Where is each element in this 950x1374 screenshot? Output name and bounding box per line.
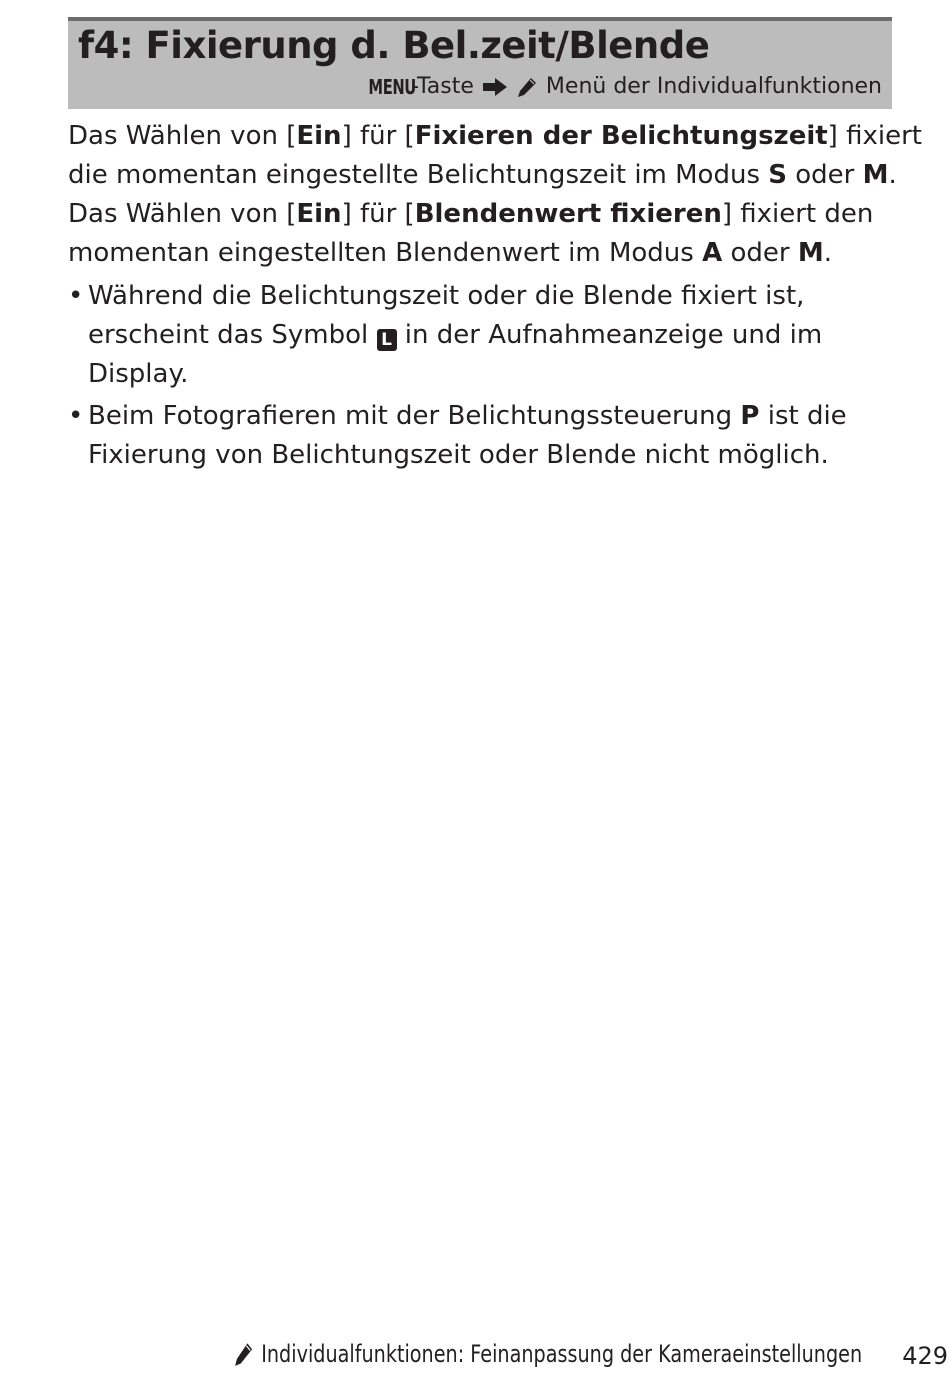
footer-section-title bbox=[232, 1340, 862, 1368]
section-header bbox=[68, 17, 892, 109]
menu-path-breadcrumb bbox=[358, 74, 882, 99]
pencil-icon bbox=[516, 76, 538, 98]
page-title: f4: Fixierung d. Bel.zeit/Blende bbox=[78, 24, 710, 67]
option-value: Ein bbox=[296, 199, 342, 229]
mode-letter: A bbox=[702, 238, 723, 268]
list-item: • Während die Belichtungszeit oder die Blende fixiert ist, erscheint das Symbol L in der Aufnahmeanzeige und im Display. bbox=[68, 277, 898, 394]
right-arrow-icon bbox=[482, 77, 508, 97]
page-footer bbox=[0, 1338, 950, 1374]
menu-key-suffix: -Taste bbox=[411, 74, 474, 99]
pencil-icon bbox=[232, 1341, 254, 1367]
menu-button-label: MENU bbox=[368, 74, 417, 99]
intro-line: momentan eingestellten Blendenwert im Modus A oder M. bbox=[68, 238, 832, 268]
option-value: Ein bbox=[296, 121, 342, 151]
lock-symbol-icon: L bbox=[377, 329, 397, 351]
intro-line: Das Wählen von [Ein] für [Blendenwert fixieren] fixiert den bbox=[68, 199, 874, 229]
mode-letter: P bbox=[740, 401, 760, 431]
bullet-marker: • bbox=[68, 401, 84, 431]
mode-letter: S bbox=[768, 160, 787, 190]
note-list bbox=[68, 277, 898, 475]
list-item: • Beim Fotografieren mit der Belichtungssteuerung P ist die Fixierung von Belichtungszeit oder Blende nicht möglich. bbox=[68, 397, 898, 475]
footer-section-label: Individualfunktionen: Feinanpassung der Kameraeinstellungen bbox=[261, 1340, 862, 1368]
page-number: 429 bbox=[902, 1342, 948, 1370]
option-name: Blendenwert fixieren bbox=[414, 199, 722, 229]
body-text bbox=[68, 117, 922, 478]
option-name: Fixieren der Belichtungszeit bbox=[414, 121, 828, 151]
intro-line: die momentan eingestellte Belichtungszeit im Modus S oder M. bbox=[68, 160, 897, 190]
menu-destination: Menü der Individualfunktionen bbox=[545, 74, 882, 99]
bullet-marker: • bbox=[68, 281, 84, 311]
intro-line: Das Wählen von [Ein] für [Fixieren der Belichtungszeit] fixiert bbox=[68, 121, 922, 151]
mode-letter: M bbox=[862, 160, 889, 190]
mode-letter: M bbox=[797, 238, 824, 268]
